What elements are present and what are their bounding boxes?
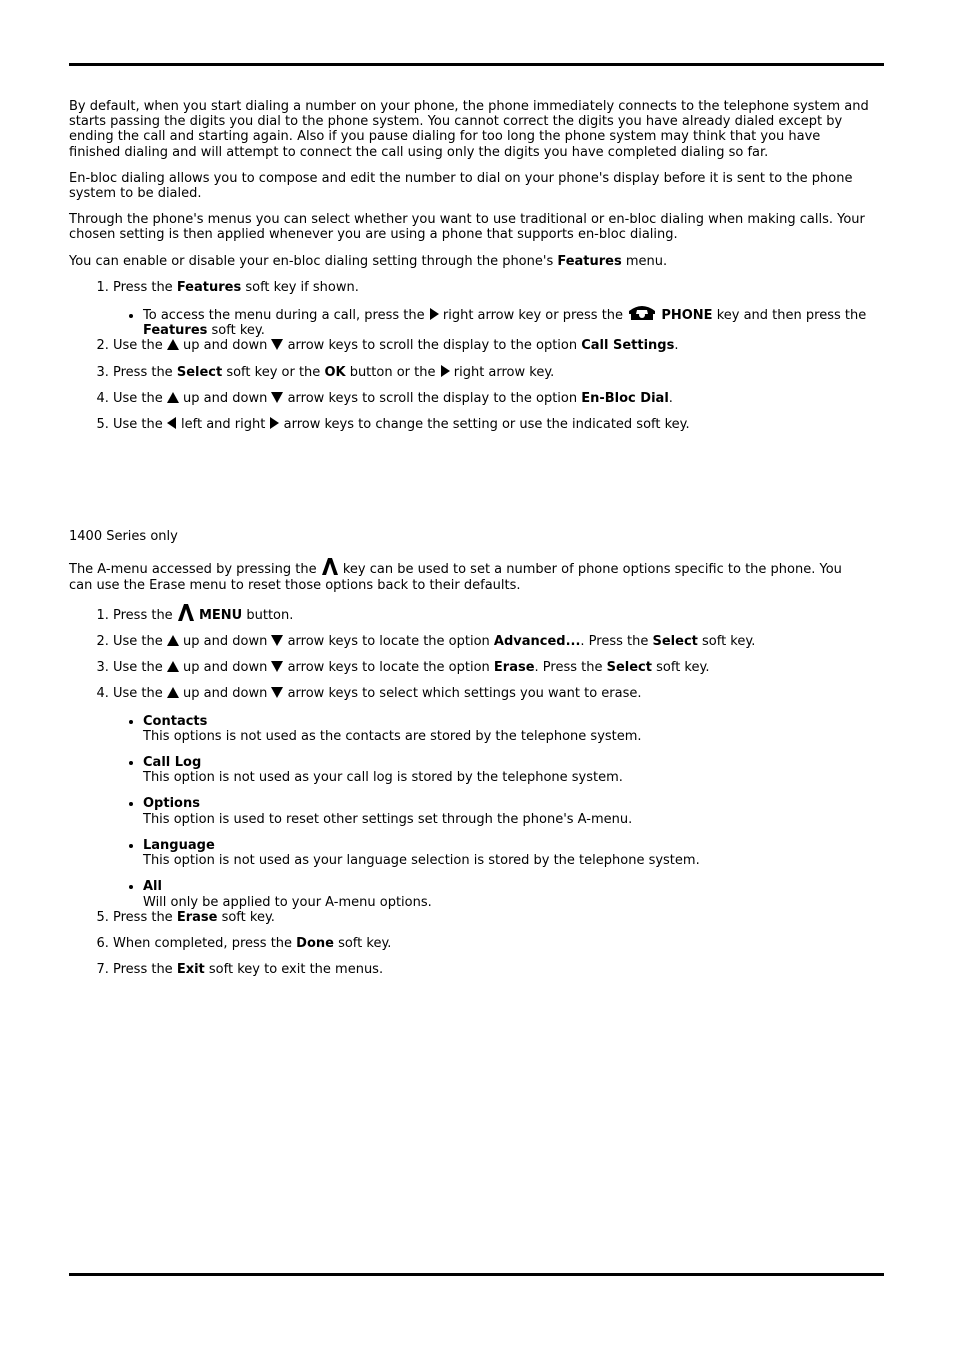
enbloc-paragraph-1: By default, when you start dialing a number on your phone, the phone immediately connects to the telephone system and starts passing the digits you dial to the phone system. You cannot correct the digits you have already dialed except by ending the call and starting again. Also if you pause dialing for too long the phone system may think that you have finished dialing and will attempt to connect the call using only the digits you have completed dialing so far. <box>69 99 869 160</box>
amenu-step-2: 2. Use the up and down arrow keys to locate the option Advanced.... Press the Select soft key. <box>113 634 869 649</box>
enbloc-paragraph-4: You can enable or disable your en-bloc dialing setting through the phone's Features menu. <box>69 253 668 269</box>
amenu-paragraph-1: The A-menu accessed by pressing the key can be used to set a number of phone options specific to the phone. You can use the Erase menu to reset those options back to their defaults. <box>69 558 869 592</box>
enbloc-step-1-note: • To access the menu during a call, press the right arrow key or press the PHONE key and then press the Features soft key. <box>143 303 869 338</box>
amenu-step-3: 3. Use the up and down arrow keys to locate the option Erase. Press the Select soft key. <box>113 660 869 675</box>
right-arrow-icon <box>269 417 279 429</box>
enbloc-steps <box>69 280 869 432</box>
down-arrow-icon <box>271 635 283 646</box>
enbloc-step-1-notes <box>113 303 869 338</box>
amenu-step-5: 5. Press the Erase soft key. <box>113 910 869 925</box>
enbloc-paragraph-3: Through the phone's menus you can select whether you want to use traditional or en-bloc dialing when making calls. Your chosen setting is then applied whenever you are using a phone that supports en-bloc dialing. <box>69 212 865 243</box>
page-content <box>69 99 869 988</box>
erase-options-list <box>113 714 869 910</box>
amenu-step-6: 6. When completed, press the Done soft key. <box>113 936 869 951</box>
erase-option-options: • Options This option is used to reset other settings set through the phone's A-menu. <box>143 796 869 826</box>
enbloc-step-5: 5. Use the left and right arrow keys to change the setting or use the indicated soft key. <box>113 417 869 432</box>
right-arrow-icon <box>440 365 450 377</box>
phone-icon <box>627 303 657 321</box>
erase-option-contacts: • Contacts This options is not used as the contacts are stored by the telephone system. <box>143 714 869 744</box>
a-menu-icon <box>321 558 339 575</box>
erase-option-call-log: • Call Log This option is not used as your call log is stored by the telephone system. <box>143 755 869 785</box>
header-rule <box>69 63 884 66</box>
up-arrow-icon <box>167 339 179 350</box>
enbloc-step-4: 4. Use the up and down arrow keys to scroll the display to the option En-Bloc Dial. <box>113 391 869 406</box>
a-menu-icon <box>177 604 195 621</box>
down-arrow-icon <box>271 687 283 698</box>
down-arrow-icon <box>271 339 283 350</box>
enbloc-step-1: 1. Press the Features soft key if shown. • To access the menu during a call, press the right arrow key or press the PHONE key and then press the Features soft key. <box>113 280 869 339</box>
footer-rule <box>69 1273 884 1276</box>
erase-option-all: • All Will only be applied to your A-menu options. <box>143 879 869 909</box>
enbloc-paragraph-2: En-bloc dialing allows you to compose and edit the number to dial on your phone's display before it is sent to the phone system to be dialed. <box>69 170 853 202</box>
enbloc-step-3: 3. Press the Select soft key or the OK button or the right arrow key. <box>113 365 869 380</box>
up-arrow-icon <box>167 392 179 403</box>
enbloc-step-2: 2. Use the up and down arrow keys to scroll the display to the option Call Settings. <box>113 338 869 353</box>
down-arrow-icon <box>271 661 283 672</box>
section-gap <box>69 443 869 529</box>
left-arrow-icon <box>167 417 177 429</box>
amenu-step-4: 4. Use the up and down arrow keys to select which settings you want to erase. • Contacts This options is not used as the contacts are stored by the telephone system. • Call Log This option is not used as your call log is stored by the telephone system. • Options This option is used to reset other settings set through the phone's A-menu. • Language This option is not used as your language selection is stored by the telephone system. • All Will only be applied to your A-menu options. <box>113 686 869 909</box>
amenu-step-7: 7. Press the Exit soft key to exit the menus. <box>113 962 869 977</box>
up-arrow-icon <box>167 635 179 646</box>
amenu-steps <box>69 604 869 977</box>
erase-option-language: • Language This option is not used as your language selection is stored by the telephone system. <box>143 838 869 868</box>
amenu-step-1: 1. Press the MENU button. <box>113 604 869 623</box>
series-note: 1400 Series only <box>69 529 178 545</box>
up-arrow-icon <box>167 687 179 698</box>
down-arrow-icon <box>271 392 283 403</box>
right-arrow-icon <box>429 308 439 320</box>
up-arrow-icon <box>167 661 179 672</box>
